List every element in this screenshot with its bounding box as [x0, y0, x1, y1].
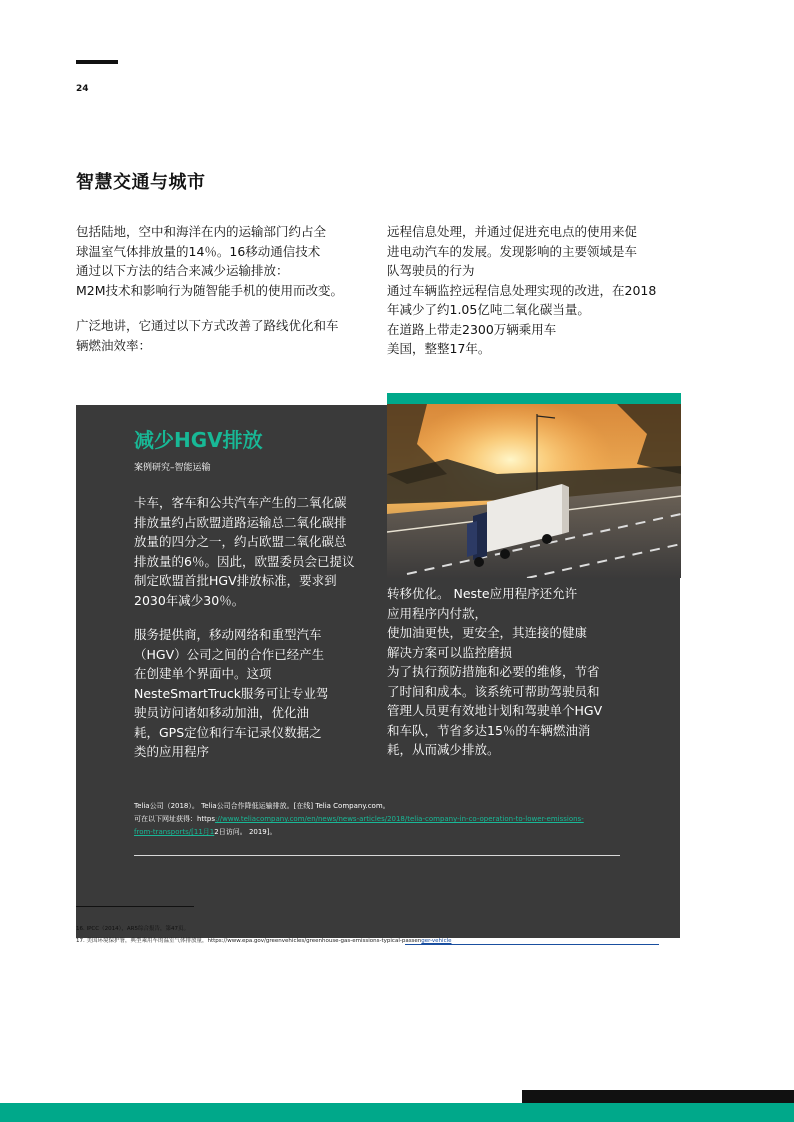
case-study-subtitle: 案例研究–智能运输 [134, 463, 211, 473]
top-rule [76, 60, 118, 64]
footnote-link-underline [405, 944, 659, 945]
page-number: 24 [76, 84, 89, 94]
reference-line-1: Telia公司（2018）。 Telia公司合作降低运输排放。[在线] Telia Company.com。 [134, 802, 390, 810]
footnote-17: 17. 美国环境保护署，典型乘用车的温室气体排放量，https://www.epa.gov/greenvehicles/greenhouse-gas-emissions-typical-passenger-vehicle [76, 938, 452, 944]
footer-dark-bar [522, 1090, 794, 1103]
case-study-paragraph-1: 卡车，客车和公共汽车产生的二氧化碳 排放量约占欧盟道路运输总二氧化碳排 放量的四分之一，约占欧盟二氧化碳总 排放量的6％。因此，欧盟委员会已提议 制定欧盟首批HGV排放标准，要求到 2030年减少30％。 [134, 495, 355, 608]
reference-line-3: from-transports/[11月12日访问。 2019]。 [134, 828, 277, 836]
case-study-paragraph-2: 服务提供商，移动网络和重型汽车 （HGV）公司之间的合作已经产生 在创建单个界面中。这项 NesteSmartTruck服务可让专业驾 驶员访问诸如移动加油，优化油 耗，GPS定位和行车记录仪数据之 类的应用程序 [134, 627, 329, 759]
case-study-right-column [387, 584, 637, 760]
reference-line-2: 可在以下网址获得：https://www.teliacompany.com/en/news/news-articles/2018/telia-company-in-co-operation-to-lower-emissions- [134, 815, 584, 823]
reference-link[interactable]: ://www.teliacompany.com/en/news/news-articles/2018/telia-company-in-co-operation-to-lower-emissions- [215, 815, 584, 823]
case-study-paragraph-3: 转移优化。 Neste应用程序还允许 应用程序内付款， 使加油更快，更安全，其连接的健康 解决方案可以监控磨损 为了执行预防措施和必要的维修，节省 了时间和成本。该系统可帮助驾驶员和 管理人员更有效地计划和驾驶单个HGV 和车队，节省多达15％的车辆燃油消 耗，从而减少排放。 [387, 586, 603, 757]
intro-left-paragraph-1: 包括陆地，空中和海洋在内的运输部门约占全 球温室气体排放量的14％。16移动通信技术 通过以下方法的结合来减少运输排放： M2M技术和影响行为随智能手机的使用而改变。 [76, 224, 344, 298]
reference-link-continued[interactable]: from-transports/[11月1 [134, 828, 215, 836]
reference-divider [134, 855, 620, 856]
footnote-16: 16. IPCC（2014），AR5综合报告，第47页。 [76, 926, 189, 932]
footnote-17-link[interactable]: ger-vehicle [421, 938, 452, 944]
intro-right-column [387, 222, 682, 359]
footnote-divider [76, 906, 194, 907]
truck-highway-image [387, 404, 681, 578]
intro-left-column [76, 222, 376, 355]
intro-left-paragraph-2: 广泛地讲，它通过以下方式改善了路线优化和车 辆燃油效率： [76, 318, 339, 353]
case-study-title: 减少HGV排放 [134, 428, 263, 452]
case-study-left-column [134, 493, 374, 762]
intro-right-paragraph: 远程信息处理，并通过促进充电点的使用来促 进电动汽车的发展。发现影响的主要领域是车 队驾驶员的行为 通过车辆监控远程信息处理实现的改进，在2018 年减少了约1.05亿吨二氧化碳当量。 在道路上带走2300万辆乘用车 美国，整整17年。 [387, 224, 657, 356]
accent-bar [387, 393, 681, 404]
page-title: 智慧交通与城市 [76, 172, 206, 193]
case-study-reference [134, 800, 624, 839]
truck-highway-photo [387, 404, 681, 578]
footer-green-bar [0, 1103, 794, 1122]
